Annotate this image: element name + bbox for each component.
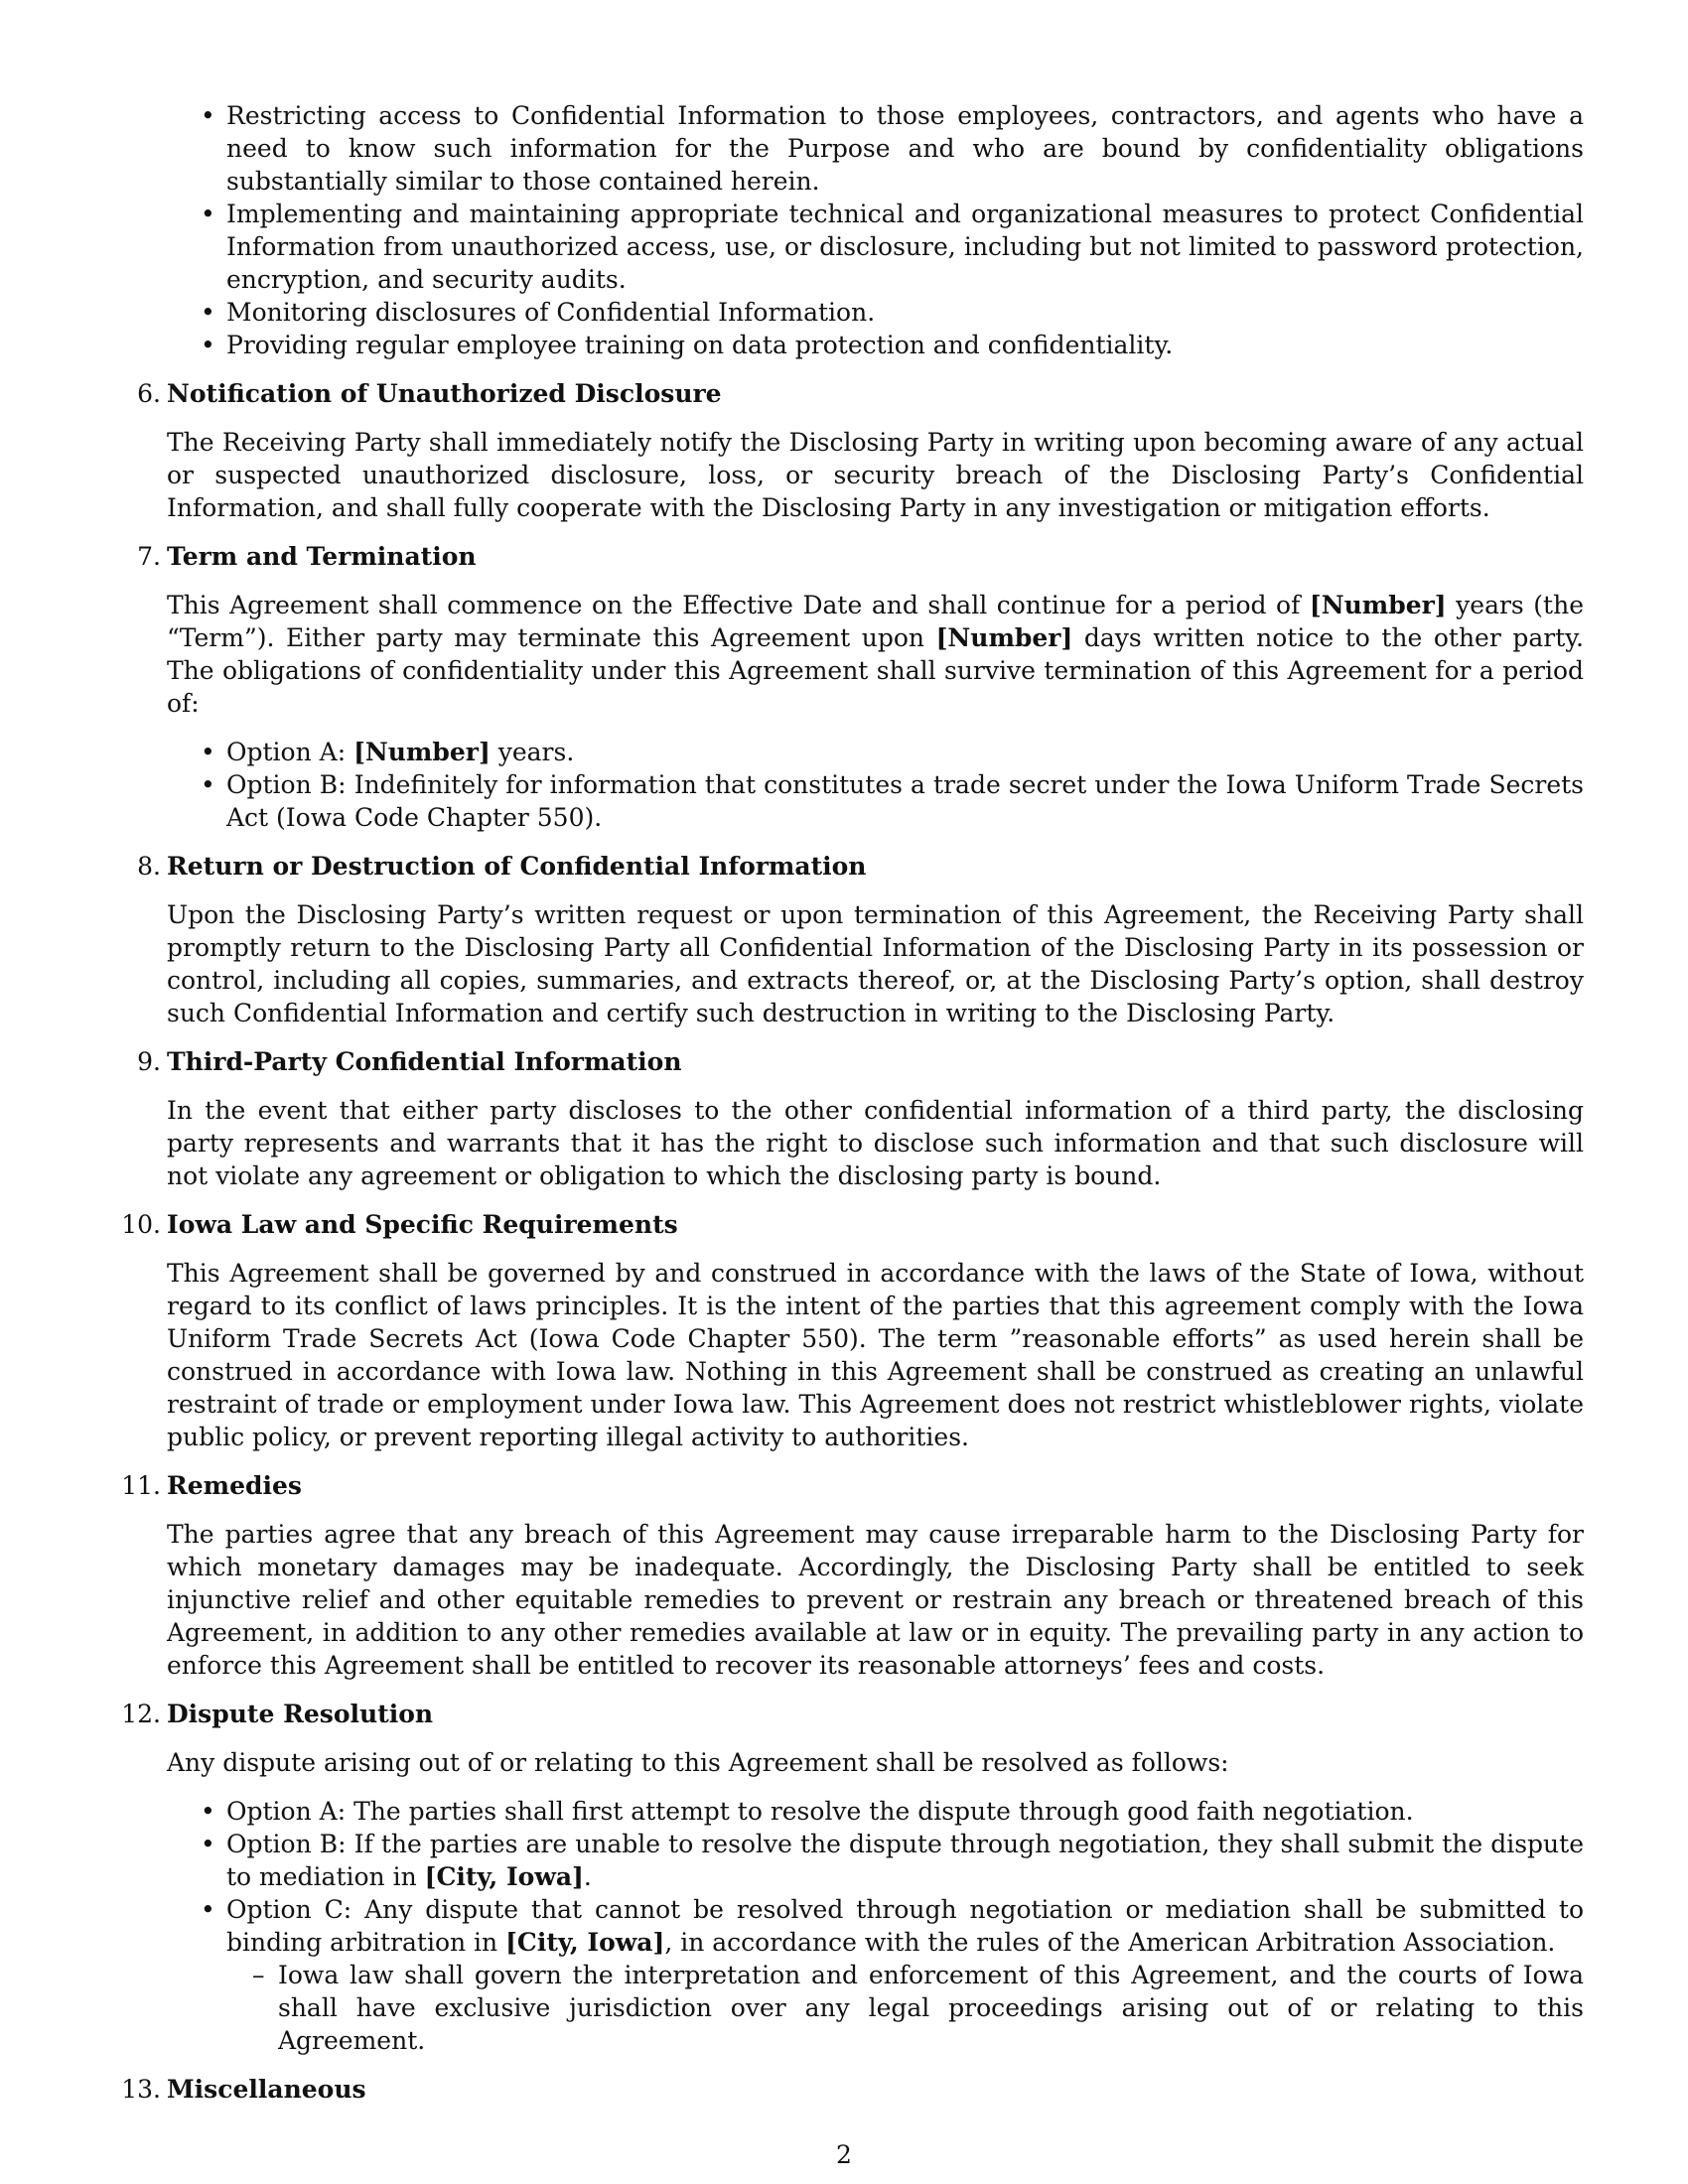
section-body: In the event that either party discloses to the other confidential information of a third party, the disclosing party represents and warrants that it has the right to disclose such information and that such disclosure will not violate any agreement or obligation to which the disclosing party is bound. (167, 1096, 1584, 1190)
placeholder-number: [Number] (935, 623, 1073, 652)
section-number: 12. (121, 1700, 161, 1728)
section-body: This Agreement shall be governed by and construed in accordance with the laws of the State of Iowa, without regard to its conflict of laws principles. It is the intent of the parties that this agreement comply with the Iowa Uniform Trade Secrets Act (Iowa Code Chapter 550). The term ”reasonable efforts” as used herein shall be construed in accordance with Iowa law. Nothing in this Agreement shall be construed as creating an unlawful restraint of trade or employment under Iowa law. This Agreement does not restrict whistleblower rights, violate public policy, or prevent reporting illegal activity to authorities. (167, 1259, 1584, 1451)
section-number: 11. (121, 1471, 161, 1500)
section-body: Any dispute arising out of or relating to this Agreement shall be resolved as follows: (167, 1748, 1229, 1777)
section-13 (121, 2073, 1584, 2106)
document-body (121, 99, 1584, 2106)
dispute-sub-list (226, 1959, 1584, 2057)
section-body: This Agreement shall commence on the Effective Date and shall continue for a period of [Number] years (the “Term”). Either party may terminate this Agreement upon [Number] days written notice to the other party. The obligations of confidentiality under this Agreement shall survive termination of this Agreement for a period of: (167, 591, 1584, 718)
section-number: 13. (121, 2075, 161, 2104)
list-item: • Option B: Indefinitely for information that constitutes a trade secret under the Iowa Uniform Trade Secrets Act (Iowa Code Chapter 550). (226, 768, 1584, 834)
security-measures-list (129, 99, 1584, 361)
section-11 (121, 1469, 1584, 1682)
section-8 (129, 850, 1584, 1029)
list-item: • Implementing and maintaining appropriate technical and organizational measures to protect Confidential Information from unauthorized access, use, or disclosure, including but not limited to password protection, encryption, and security audits. (226, 198, 1584, 296)
section-title: Dispute Resolution (167, 1700, 434, 1728)
section-number: 7. (137, 542, 161, 571)
placeholder-number: [Number] (1309, 591, 1447, 619)
section-title: Remedies (167, 1471, 302, 1500)
section-12 (121, 1698, 1584, 2057)
placeholder-city: [City, Iowa] (424, 1862, 584, 1891)
section-7 (129, 540, 1584, 834)
list-item: • Option A: [Number] years. (226, 736, 1584, 768)
section-title: Iowa Law and Specific Requirements (167, 1210, 678, 1239)
section-body: The Receiving Party shall immediately notify the Disclosing Party in writing upon becoming aware of any actual or suspected unauthorized disclosure, loss, or security breach of the Disclosing Party’s Confidential Information, and shall fully cooperate with the Disclosing Party in any investigation or mitigation efforts. (167, 428, 1584, 522)
section-number: 10. (121, 1210, 161, 1239)
section-body: Upon the Disclosing Party’s written request or upon termination of this Agreement, the Receiving Party shall promptly return to the Disclosing Party all Confidential Information of the Disclosing Party in its possession or control, including all copies, summaries, and extracts thereof, or, at the Disclosing Party’s option, shall destroy such Confidential Information and certify such destruction in writing to the Disclosing Party. (167, 900, 1584, 1027)
section-number: 8. (137, 852, 161, 881)
list-item: • Restricting access to Confidential Information to those employees, contractors, and agents who have a need to know such information for the Purpose and who are bound by confidentiality obligations substantially similar to those contained herein. (226, 99, 1584, 198)
list-item: • Option C: Any dispute that cannot be resolved through negotiation or mediation shall be submitted to binding arbitration in [City, Iowa], in accordance with the rules of the American Arbitration Association. – Iowa law shall govern the interpretation and enforcement of this Agreement, and the courts of Iowa shall have exclusive jurisdiction over any legal proceedings arising out of or relating to this Agreement. (226, 1893, 1584, 2057)
placeholder-city: [City, Iowa] (505, 1928, 665, 1957)
survival-options-list (129, 736, 1584, 834)
section-9 (129, 1045, 1584, 1192)
section-body: The parties agree that any breach of this Agreement may cause irreparable harm to the Disclosing Party for which monetary damages may be inadequate. Accordingly, the Disclosing Party shall be entitled to seek injunctive relief and other equitable remedies to prevent or restrain any breach or threatened breach of this Agreement, in addition to any other remedies available at law or in equity. The prevailing party in any action to enforce this Agreement shall be entitled to recover its reasonable attorneys’ fees and costs. (167, 1520, 1584, 1680)
list-item: • Providing regular employee training on data protection and confidentiality. (226, 329, 1584, 361)
section-title: Return or Destruction of Confidential Information (167, 852, 867, 881)
section-title: Notification of Unauthorized Disclosure (167, 379, 722, 408)
section-6 (129, 377, 1584, 524)
list-item: • Option A: The parties shall first attempt to resolve the dispute through good faith negotiation. (226, 1795, 1584, 1828)
list-item: – Iowa law shall govern the interpretation and enforcement of this Agreement, and the courts of Iowa shall have exclusive jurisdiction over any legal proceedings arising out of or relating to this Agreement. (278, 1959, 1584, 2057)
section-title: Third-Party Confidential Information (167, 1047, 682, 1076)
section-title: Miscellaneous (167, 2075, 366, 2104)
section-10 (121, 1208, 1584, 1453)
section-number: 6. (137, 379, 161, 408)
section-title: Term and Termination (167, 542, 477, 571)
dispute-options-list (129, 1795, 1584, 2057)
placeholder-number: [Number] (353, 738, 491, 766)
list-item: • Monitoring disclosures of Confidential Information. (226, 296, 1584, 329)
section-number: 9. (137, 1047, 161, 1076)
page-number: 2 (836, 2140, 852, 2169)
list-item: • Option B: If the parties are unable to resolve the dispute through negotiation, they shall submit the dispute to mediation in [City, Iowa]. (226, 1828, 1584, 1893)
